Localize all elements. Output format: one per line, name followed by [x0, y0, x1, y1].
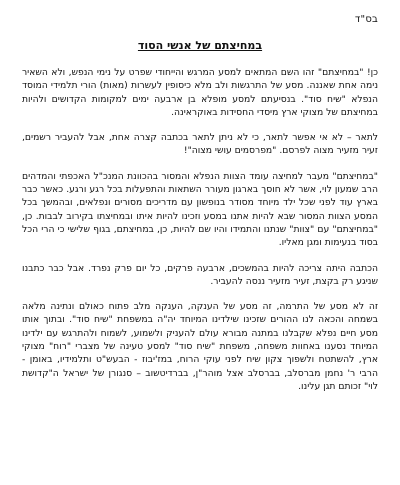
header-mark: בס"ד [354, 14, 378, 25]
paragraph-chapters: הכתבה היתה צריכה להיות בהמשכים, ארבעה פרקים, כל יום פרק נפרד. אבל כבר כתבנו שניגע רק בקצת, זעיר מזעיר ננסה להעביר. [22, 262, 378, 287]
paragraph-intro: כן! "במחיצתם" זהו השם המתאים למסע המרגש והייחודי שפרט על נימי הנפש, ולא השאיר נימה אחת שאננה. מסע של התרגשות ולב מלא כיסופין לעשרות (מאות) הורי תלמידי המוסד הנפלא "שיח סוד". בנסיעתם למסע מופלא בן ארבעה ימים למקומות הקדושים ולהיות במחיצתם של מצוקי ארץ מיסדי החסידות באוקראינה. [22, 67, 378, 118]
paragraph-journey: זה לא מסע של התרמה, זה מסע של הענקה, הענקה מלב פתוח כאולם ונתינה מלאה בשמחה והכאה לנו ההורים שזכינו שילדינו המיוחד יה"ה במשפחת "שיח סוד". ובתוך אותו מסע חיים נפלא שקבלנו במתנה מבורא עולם להעניק ולשמוע, לשמוח ולהתרגש עם ילדינו המיוחד נסענו באחוות משפחה, משפחת "שיח סוד" למסע טעינה של מצברי "רוח" מצוקי ארץ, להשתטח ולשפוך צקון שיח לפני עוקי הרוח, במז'יבוז - הבעש"ט ותלמידיו, באומן - הרבי ר' נחמן מברסלב, בברסלב אצל מוהר"ן, בברדיטשוב – סנגורן של ישראל ה"קדושת לוי" זכותם תגן עלינו. [22, 301, 378, 392]
document-title: במחיצתם של אנשי הסוד [137, 39, 263, 52]
paragraph-describe: לתאר – לא אי אפשר לתאר, כי לא ניתן לתאר בכתבה קצרה אחת, אבל להעביר רשמים, זעיר מזעיר מצוה לפרסם. "מפרסמים עושי מצוה"! [22, 132, 378, 157]
paragraph-staff: "במחיצתם" מעבר למחיצה עומד הצוות הנפלא והמסור בהכוונת המנכ"ל האכפתי והמדהים הרב שמעון לוי, אשר לא חוסך בארגון מעורר השתאות והתפעלות בכל רגע ורגע. כאשר כבר בארץ עוד לפני שכל ילד מיוחד מסודר בנופשון עם מדריכים מסורים ונפלאים, ובהמשך בכל המסע הצוות המסור שבא להיות אתנו במסע וזכינו להיות איתו ובמחיצתו בקירוב לבבות. כן, "במחיצתם" עם "צוות" שנתנו והתמידו והיו שם להיות, כן, במחיצתם, בגוף שלישי כי הרי הכל בסוד בנעימות ומגן מאליו. [22, 170, 378, 249]
